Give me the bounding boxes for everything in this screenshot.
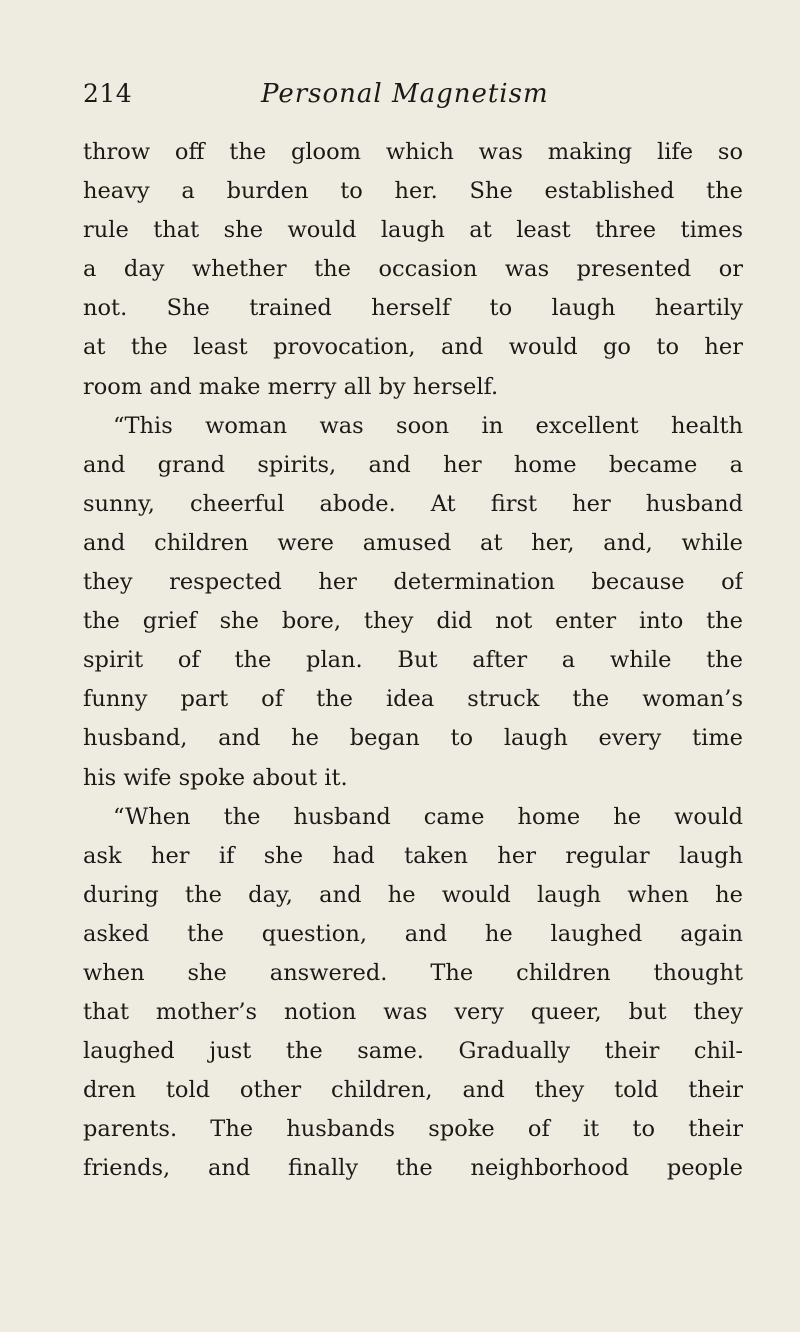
text-line: a day whether the occasion was presented or bbox=[83, 256, 743, 283]
text-line: that mother’s notion was very queer, but they bbox=[83, 999, 743, 1026]
page-number: 214 bbox=[83, 79, 133, 108]
text-line: “When the husband came home he would bbox=[113, 803, 743, 830]
text-line: laughed just the same. Gradually their chil- bbox=[83, 1038, 743, 1065]
text-line: when she answered. The children thought bbox=[83, 959, 743, 986]
text-line: spirit of the plan. But after a while the bbox=[83, 647, 743, 674]
running-title: Personal Magnetism bbox=[261, 79, 549, 109]
text-line: they respected her determination because of bbox=[83, 569, 743, 596]
text-line: his wife spoke about it. bbox=[83, 764, 348, 791]
text-line: rule that she would laugh at least three times bbox=[83, 217, 743, 244]
text-line: the grief she bore, they did not enter into the bbox=[83, 608, 743, 635]
text-line: not. She trained herself to laugh heartily bbox=[83, 295, 743, 322]
text-line: during the day, and he would laugh when he bbox=[83, 881, 743, 908]
text-line: heavy a burden to her. She established the bbox=[83, 178, 743, 205]
text-line: ask her if she had taken her regular laugh bbox=[83, 842, 743, 869]
text-line: “This woman was soon in excellent health bbox=[113, 412, 743, 439]
text-line: sunny, cheerful abode. At first her husband bbox=[83, 490, 743, 517]
text-line: throw off the gloom which was making life so bbox=[83, 139, 743, 165]
text-line: parents. The husbands spoke of it to their bbox=[83, 1116, 743, 1143]
text-line: at the least provocation, and would go to her bbox=[83, 334, 743, 361]
text-line: asked the question, and he laughed again bbox=[83, 920, 743, 947]
body-text bbox=[83, 133, 743, 1189]
text-line: dren told other children, and they told their bbox=[83, 1077, 743, 1104]
text-line: husband, and he began to laugh every time bbox=[83, 725, 743, 752]
text-line: room and make merry all by herself. bbox=[83, 373, 499, 400]
text-line: funny part of the idea struck the woman’s bbox=[83, 686, 743, 713]
text-line: friends, and finally the neighborhood people bbox=[83, 1155, 743, 1182]
text-line: and children were amused at her, and, while bbox=[83, 529, 743, 556]
text-line: and grand spirits, and her home became a bbox=[83, 451, 743, 478]
page-header bbox=[83, 74, 743, 114]
